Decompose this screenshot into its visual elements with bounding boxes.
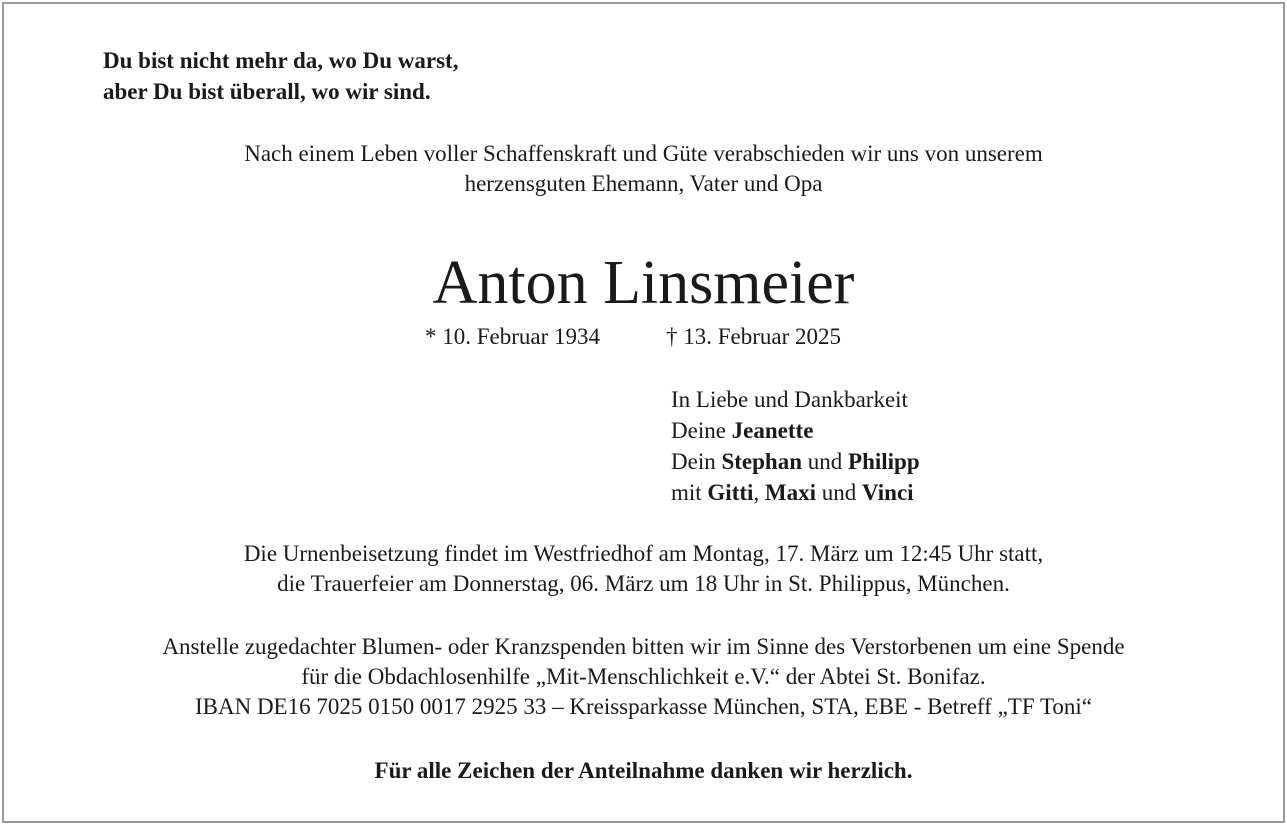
family-conjunction: und [816, 480, 863, 505]
family-prefix: Dein [671, 449, 722, 474]
family-greeting: In Liebe und Dankbarkeit [671, 387, 908, 412]
grandchild-name: Vinci [862, 480, 914, 505]
family-prefix: Deine [671, 418, 732, 443]
thanks-note: Für alle Zeichen der Anteilnahme danken wir herzlich. [374, 758, 913, 783]
motto-quote [103, 45, 458, 107]
donation-line-1: Anstelle zugedachter Blumen- oder Kranzspenden bitten wir im Sinne des Verstorbenen um eine Spende [162, 634, 1125, 659]
grandchild-name: Maxi [764, 480, 817, 505]
family-line-grandchildren [671, 477, 920, 508]
birth-date: * 10. Februar 1934 [425, 324, 601, 349]
family-line-sons [671, 446, 920, 477]
funeral-line-2: die Trauerfeier am Donnerstag, 06. März um 18 Uhr in St. Philippus, München. [277, 571, 1010, 596]
intro-text [0, 139, 1287, 199]
son-name: Stephan [721, 449, 803, 474]
donation-line-2: für die Obdachlosenhilfe „Mit-Menschlichkeit e.V.“ der Abtei St. Bonifaz. [301, 664, 986, 689]
death-date: † 13. Februar 2025 [666, 324, 842, 349]
family-prefix: mit [671, 480, 708, 505]
intro-line-1: Nach einem Leben voller Schaffenskraft und Güte verabschieden wir uns von unserem [244, 141, 1043, 166]
deceased-name: Anton Linsmeier [432, 249, 855, 317]
family-conjunction: und [802, 449, 849, 474]
family-signature [671, 384, 920, 508]
grandchild-name: Gitti [707, 480, 754, 505]
donation-request [0, 632, 1287, 722]
family-line-wife [671, 415, 920, 446]
funeral-details [0, 539, 1287, 599]
motto-line-1: Du bist nicht mehr da, wo Du warst, [103, 48, 459, 73]
donation-iban: IBAN DE16 7025 0150 0017 2925 33 – Kreissparkasse München, STA, EBE - Betreff „TF Toni“ [194, 694, 1093, 719]
wife-name: Jeanette [731, 418, 814, 443]
family-separator: , [753, 480, 765, 505]
son-name: Philipp [848, 449, 920, 474]
funeral-line-1: Die Urnenbeisetzung findet im Westfriedhof am Montag, 17. März um 12:45 Uhr statt, [243, 541, 1044, 566]
motto-line-2: aber Du bist überall, wo wir sind. [103, 79, 431, 104]
intro-line-2: herzensguten Ehemann, Vater und Opa [464, 171, 823, 196]
